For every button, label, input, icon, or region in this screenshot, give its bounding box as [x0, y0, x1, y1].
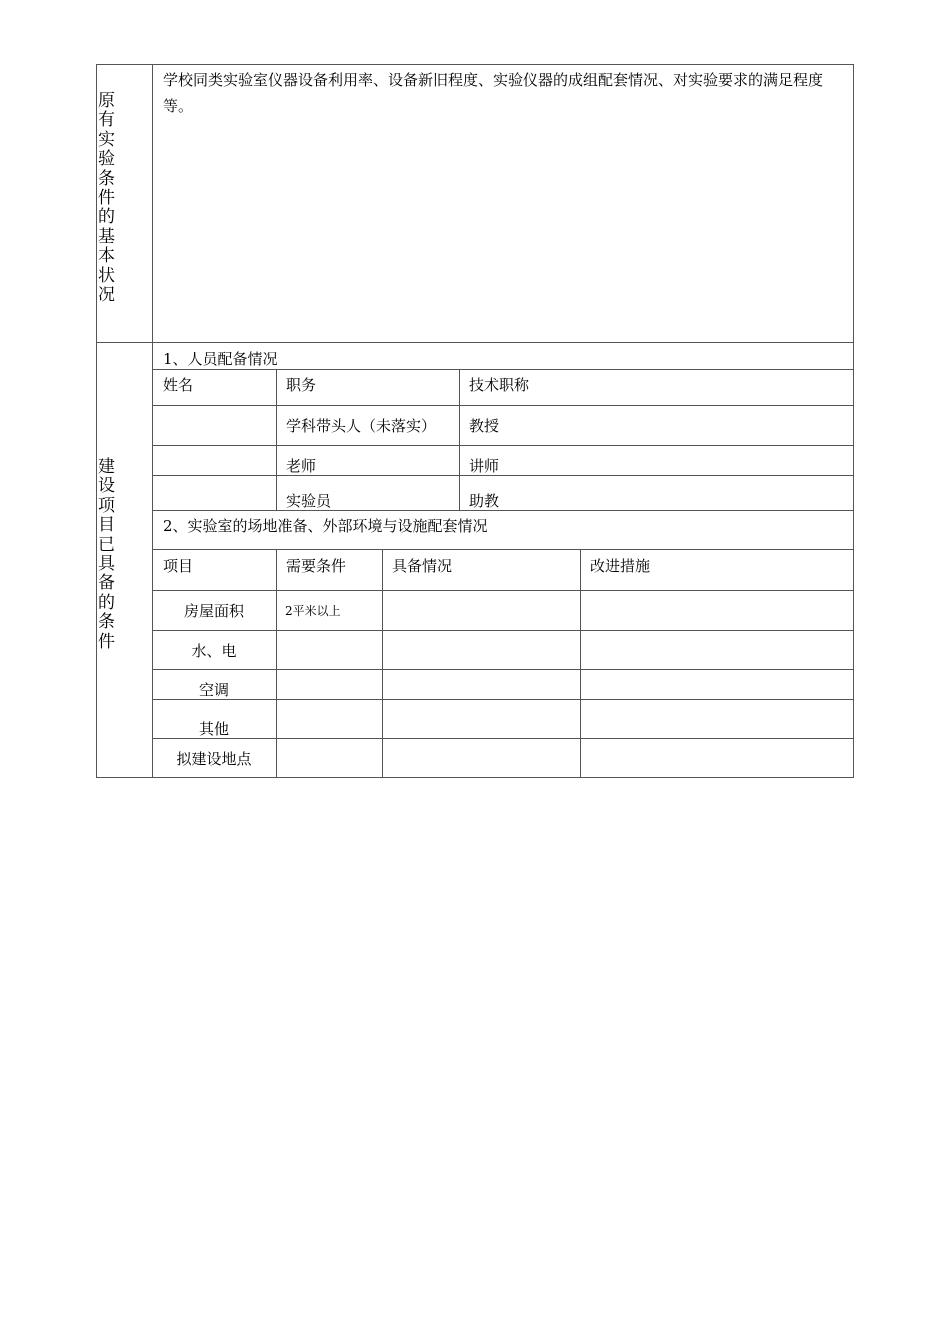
personnel-row1-title: 教授 — [469, 417, 500, 435]
table-border-bottom — [96, 777, 854, 778]
facilities-row-line — [152, 630, 854, 631]
facilities-col-header-status: 具备情况 — [392, 557, 453, 575]
table-border-right — [853, 64, 854, 778]
facilities-row5-item: 拟建设地点 — [176, 750, 252, 768]
facilities-col-header-item: 项目 — [163, 557, 194, 575]
personnel-row-line — [152, 475, 854, 476]
personnel-col-header-title: 技术职称 — [469, 376, 530, 394]
facilities-col-header-measures: 改进措施 — [590, 557, 651, 575]
personnel-col-header-position: 职务 — [286, 376, 317, 394]
facilities-heading: 2、实验室的场地准备、外部环境与设施配套情况 — [163, 517, 488, 535]
section-divider — [96, 342, 854, 343]
facilities-col-divider — [580, 549, 581, 778]
facilities-col-divider — [276, 549, 277, 778]
personnel-col-divider — [459, 369, 460, 510]
personnel-row1-position: 学科带头人（未落实） — [286, 417, 437, 435]
section1-label: 原有实验条件的基本状况 — [98, 91, 115, 306]
personnel-row2-position: 老师 — [286, 457, 317, 475]
facilities-row-line — [152, 590, 854, 591]
table-border-left — [96, 64, 97, 778]
facilities-row1-item: 房屋面积 — [183, 602, 244, 620]
personnel-row-line — [152, 445, 854, 446]
facilities-heading-line — [152, 549, 854, 550]
personnel-header-line — [152, 369, 854, 370]
label-column-divider — [152, 64, 153, 778]
personnel-end-line — [152, 510, 854, 511]
facilities-col-divider — [382, 549, 383, 778]
facilities-row-line — [152, 669, 854, 670]
personnel-row-line — [152, 405, 854, 406]
personnel-col-divider — [276, 369, 277, 510]
personnel-row3-title: 助教 — [469, 492, 500, 510]
personnel-row3-position: 实验员 — [286, 492, 332, 510]
section1-description: 学校同类实验室仪器设备利用率、设备新旧程度、实验仪器的成组配套情况、对实验要求的满足程度等。 — [163, 71, 824, 115]
personnel-heading: 1、人员配备情况 — [163, 350, 278, 368]
facilities-row4-item: 其他 — [198, 720, 229, 738]
facilities-row1-required: 2平米以上 — [285, 604, 341, 618]
facilities-row3-item: 空调 — [198, 681, 229, 699]
personnel-col-header-name: 姓名 — [163, 376, 194, 394]
personnel-row2-title: 讲师 — [469, 457, 500, 475]
table-border-top — [96, 64, 854, 65]
section2-label: 建设项目已具备的条件 — [98, 457, 115, 652]
facilities-col-header-required: 需要条件 — [286, 557, 347, 575]
facilities-row2-item: 水、电 — [191, 642, 237, 660]
